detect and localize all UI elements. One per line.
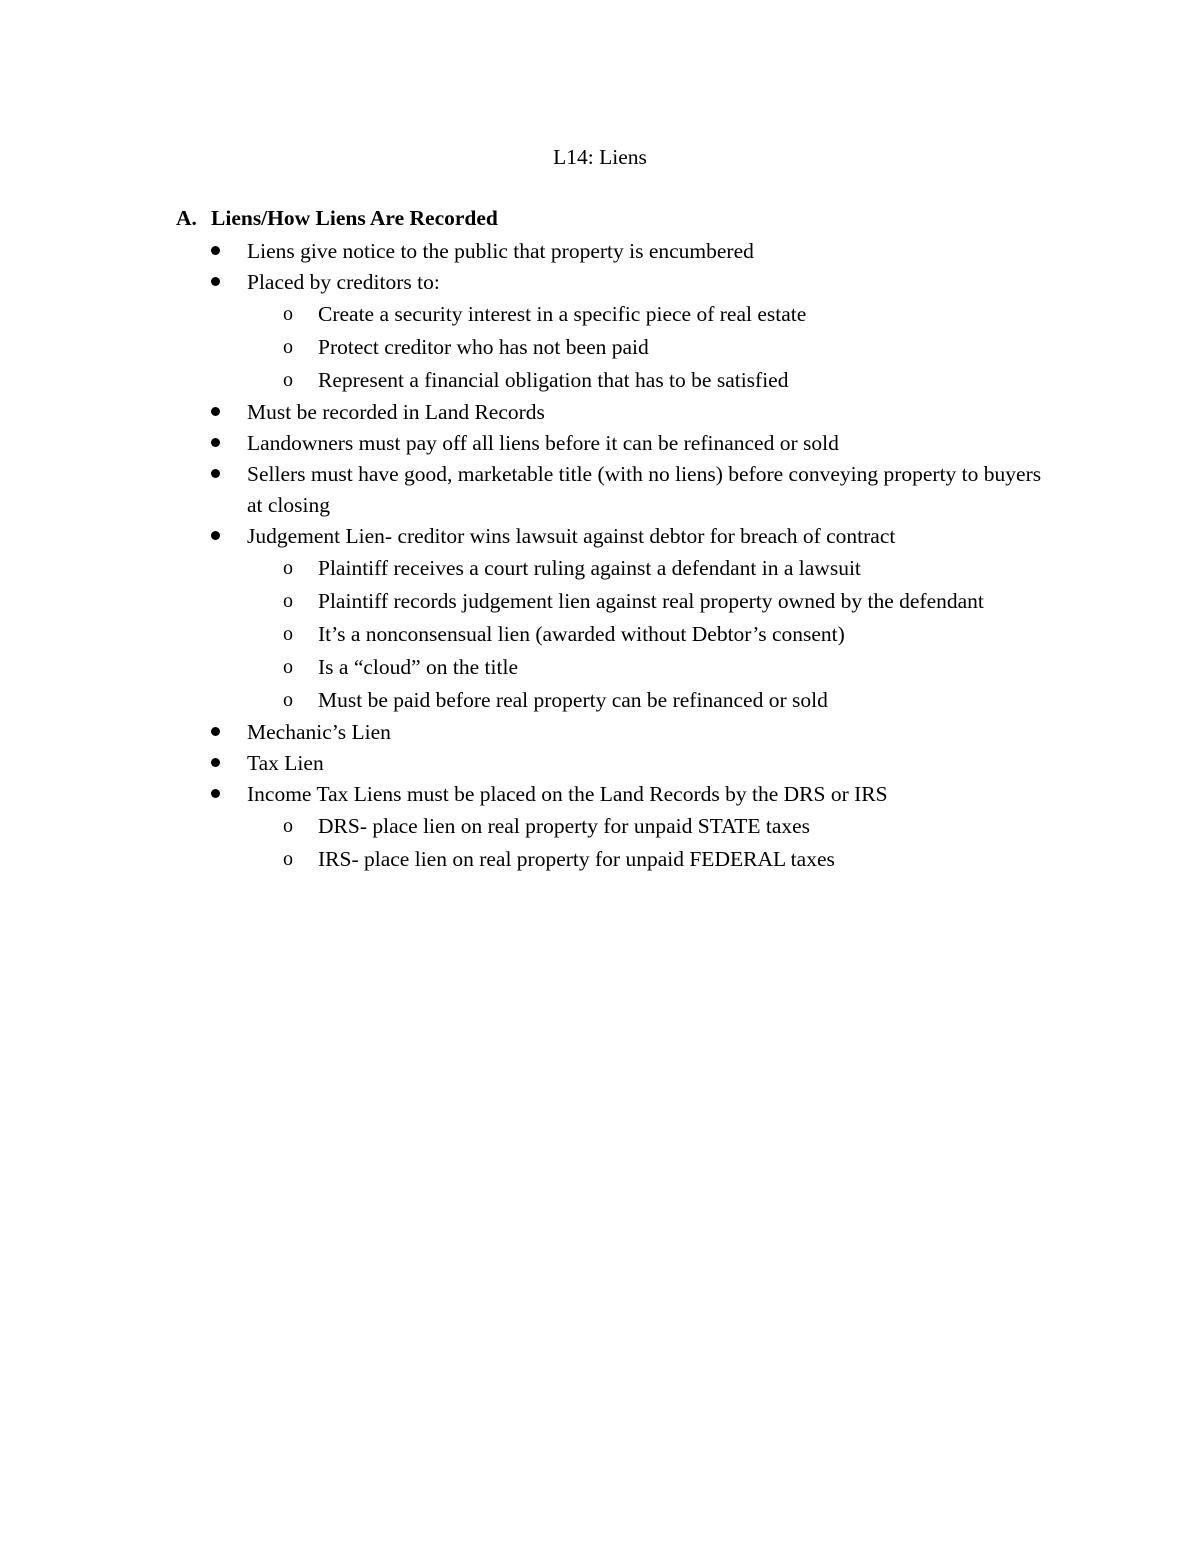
list-item bbox=[0, 717, 1057, 748]
section-letter: A. bbox=[176, 206, 197, 230]
sub-bullet-icon: o bbox=[283, 590, 293, 612]
list-item-text: DRS- place lien on real property for unpaid STATE taxes bbox=[318, 814, 811, 838]
list-item-text: Income Tax Liens must be placed on the Land Records by the DRS or IRS bbox=[247, 782, 888, 806]
list-item-text: Judgement Lien- creditor wins lawsuit against debtor for breach of contract bbox=[247, 524, 896, 548]
sub-bullet-icon: o bbox=[283, 623, 293, 645]
bullet-icon bbox=[211, 779, 223, 810]
list-item-text: It’s a nonconsensual lien (awarded without Debtor’s consent) bbox=[318, 622, 845, 646]
list-item-text: Mechanic’s Lien bbox=[247, 720, 391, 744]
list-item-text: Plaintiff records judgement lien against real property owned by the defendant bbox=[318, 589, 984, 613]
list-item bbox=[0, 267, 1057, 298]
list-item-text: Protect creditor who has not been paid bbox=[318, 335, 649, 359]
bullet-icon bbox=[211, 397, 223, 428]
list-item-text: Landowners must pay off all liens before it can be refinanced or sold bbox=[247, 431, 839, 455]
bullet-icon bbox=[211, 428, 223, 459]
sub-bullet-icon: o bbox=[283, 303, 293, 325]
list-item-text: Must be recorded in Land Records bbox=[247, 400, 545, 424]
sub-list-item bbox=[0, 843, 1058, 876]
sub-bullet-icon: o bbox=[283, 369, 293, 391]
list-item bbox=[0, 459, 1057, 521]
bullet-icon bbox=[211, 717, 223, 748]
sub-list-item bbox=[0, 552, 1058, 585]
section-heading-text: Liens/How Liens Are Recorded bbox=[211, 206, 498, 230]
list-item-text: Placed by creditors to: bbox=[247, 270, 440, 294]
bullet-icon bbox=[211, 267, 223, 298]
section-heading bbox=[176, 204, 498, 232]
bullet-icon bbox=[211, 459, 223, 490]
list-item-text: Is a “cloud” on the title bbox=[318, 655, 518, 679]
sub-bullet-icon: o bbox=[283, 815, 293, 837]
list-item bbox=[0, 236, 1057, 267]
list-item-text: Create a security interest in a specific piece of real estate bbox=[318, 302, 807, 326]
bullet-icon bbox=[211, 748, 223, 779]
list-item bbox=[0, 779, 1057, 810]
list-item-text: Tax Lien bbox=[247, 751, 324, 775]
sub-list-item bbox=[0, 585, 1058, 618]
sub-list-item bbox=[0, 684, 1058, 717]
bullet-icon bbox=[211, 521, 223, 552]
sub-list-item bbox=[0, 364, 1058, 397]
document-title: L14: Liens bbox=[553, 145, 647, 169]
sub-bullet-icon: o bbox=[283, 336, 293, 358]
sub-bullet-icon: o bbox=[283, 848, 293, 870]
list-item-text: Plaintiff receives a court ruling against a defendant in a lawsuit bbox=[318, 556, 861, 580]
sub-bullet-icon: o bbox=[283, 557, 293, 579]
list-item bbox=[0, 397, 1057, 428]
list-item-text: Must be paid before real property can be refinanced or sold bbox=[318, 688, 828, 712]
sub-list-item bbox=[0, 651, 1058, 684]
sub-bullet-icon: o bbox=[283, 689, 293, 711]
outline-list bbox=[0, 236, 1200, 876]
sub-list-item bbox=[0, 618, 1058, 651]
list-item-text: IRS- place lien on real property for unpaid FEDERAL taxes bbox=[318, 847, 835, 871]
sub-list-item bbox=[0, 810, 1058, 843]
sub-list-item bbox=[0, 298, 1058, 331]
list-item bbox=[0, 748, 1057, 779]
bullet-icon bbox=[211, 236, 223, 267]
sub-bullet-icon: o bbox=[283, 656, 293, 678]
list-item-text: Represent a financial obligation that has to be satisfied bbox=[318, 368, 789, 392]
list-item-text: Sellers must have good, marketable title (with no liens) before conveying property to buyers at closing bbox=[247, 462, 1042, 517]
list-item-text: Liens give notice to the public that property is encumbered bbox=[247, 239, 754, 263]
list-item bbox=[0, 428, 1057, 459]
sub-list-item bbox=[0, 331, 1058, 364]
list-item bbox=[0, 521, 1057, 552]
